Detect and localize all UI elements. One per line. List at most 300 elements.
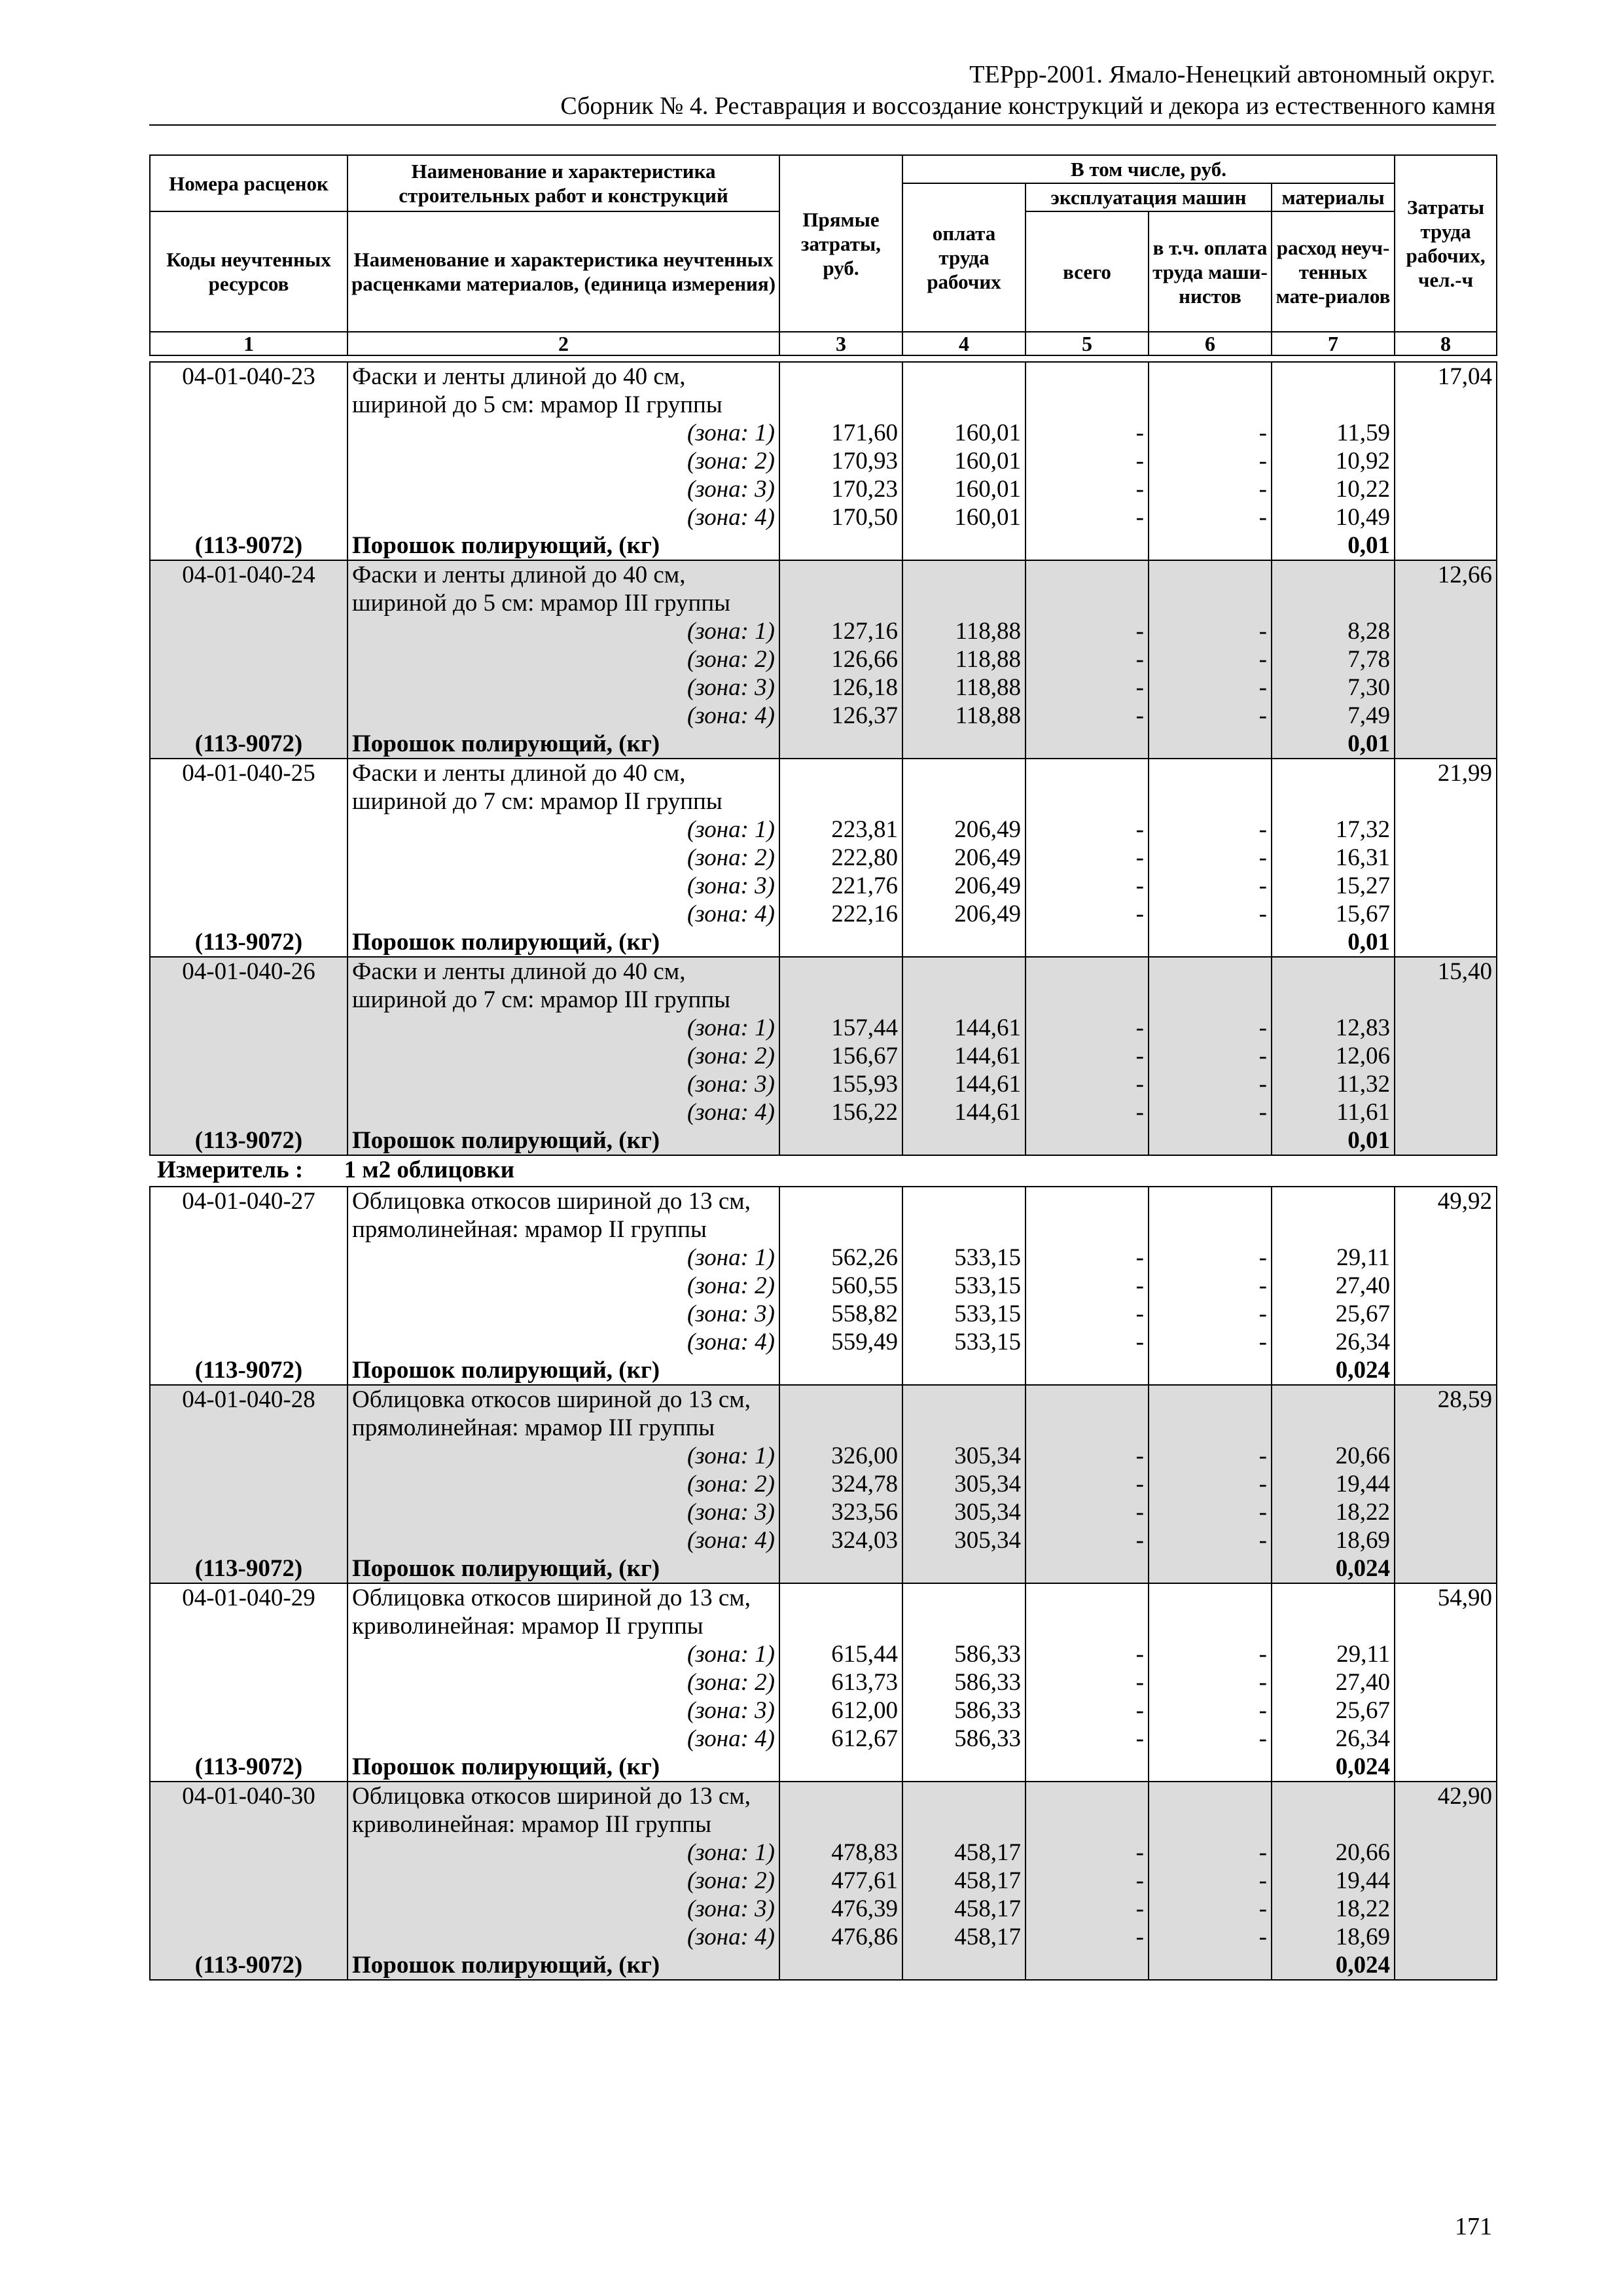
- empty-cell: [1149, 1385, 1272, 1414]
- rates-table-part-2: [149, 1186, 1497, 1981]
- empty-cell: [1395, 503, 1497, 531]
- rate-code: 04-01-040-26: [150, 957, 348, 986]
- empty-cell: [1395, 475, 1497, 503]
- empty-cell: [1149, 1583, 1272, 1612]
- zone-label: (зона: 1): [348, 419, 779, 447]
- worker-pay: 118,88: [902, 702, 1026, 730]
- direct-cost: 613,73: [779, 1668, 902, 1696]
- header-in-total: В том числе, руб.: [902, 155, 1395, 183]
- zone-row: [150, 816, 1497, 844]
- zone-row: [150, 1470, 1497, 1498]
- zone-label: (зона: 4): [348, 503, 779, 531]
- machines-total: -: [1026, 900, 1149, 928]
- empty-cell: [779, 1612, 902, 1640]
- labor-hours: 42,90: [1395, 1782, 1497, 1810]
- empty-cell: [1026, 1810, 1149, 1839]
- col-number: 1: [150, 332, 348, 355]
- direct-cost: 615,44: [779, 1640, 902, 1668]
- machines-total: -: [1026, 1442, 1149, 1470]
- operator-pay: -: [1149, 1328, 1272, 1356]
- empty-cell: [1026, 1951, 1149, 1980]
- direct-cost: 171,60: [779, 419, 902, 447]
- machines-total: -: [1026, 673, 1149, 702]
- materials-cost: 12,83: [1272, 1014, 1395, 1042]
- zone-row: [150, 1300, 1497, 1328]
- labor-hours: 49,92: [1395, 1187, 1497, 1215]
- empty-cell: [1026, 362, 1149, 391]
- resource-quantity: 0,01: [1272, 531, 1395, 560]
- machines-total: -: [1026, 1498, 1149, 1526]
- empty-cell: [1395, 1070, 1497, 1098]
- zone-label: (зона: 2): [348, 447, 779, 475]
- direct-cost: 223,81: [779, 816, 902, 844]
- machines-total: -: [1026, 447, 1149, 475]
- empty-cell: [150, 1042, 348, 1070]
- running-header-title: ТЕРрр-2001. Ямало-Ненецкий автономный округ.: [969, 61, 1495, 88]
- empty-cell: [1395, 872, 1497, 900]
- machines-total: -: [1026, 1272, 1149, 1300]
- rate-code: 04-01-040-30: [150, 1782, 348, 1810]
- zone-label: (зона: 3): [348, 475, 779, 503]
- direct-cost: 324,03: [779, 1526, 902, 1554]
- work-name: Облицовка откосов шириной до 13 см,: [348, 1583, 779, 1612]
- materials-cost: 7,49: [1272, 702, 1395, 730]
- resource-code: (113-9072): [150, 1951, 348, 1980]
- empty-cell: [1149, 1612, 1272, 1640]
- zone-row: [150, 1442, 1497, 1470]
- materials-cost: 11,61: [1272, 1098, 1395, 1126]
- empty-cell: [1272, 1583, 1395, 1612]
- empty-cell: [1026, 1385, 1149, 1414]
- direct-cost: 157,44: [779, 1014, 902, 1042]
- worker-pay: 533,15: [902, 1244, 1026, 1272]
- empty-cell: [1395, 1696, 1497, 1725]
- header-material-consumption: расход неуч-тенных мате-риалов: [1272, 211, 1395, 332]
- empty-cell: [150, 1470, 348, 1498]
- zone-row: [150, 1725, 1497, 1753]
- empty-cell: [902, 1810, 1026, 1839]
- empty-cell: [150, 447, 348, 475]
- table-header: [149, 154, 1497, 356]
- worker-pay: 118,88: [902, 645, 1026, 673]
- materials-cost: 27,40: [1272, 1272, 1395, 1300]
- resource-quantity: 0,024: [1272, 1753, 1395, 1782]
- empty-cell: [779, 986, 902, 1014]
- direct-cost: 156,22: [779, 1098, 902, 1126]
- operator-pay: -: [1149, 1839, 1272, 1867]
- resource-quantity: 0,024: [1272, 1951, 1395, 1980]
- empty-cell: [1272, 1215, 1395, 1244]
- empty-cell: [902, 1782, 1026, 1810]
- empty-cell: [150, 1442, 348, 1470]
- operator-pay: -: [1149, 1442, 1272, 1470]
- empty-cell: [1149, 730, 1272, 759]
- direct-cost: 155,93: [779, 1070, 902, 1098]
- empty-cell: [779, 560, 902, 589]
- operator-pay: -: [1149, 1526, 1272, 1554]
- machines-total: -: [1026, 1070, 1149, 1098]
- empty-cell: [779, 928, 902, 957]
- zone-label: (зона: 4): [348, 900, 779, 928]
- work-name: Облицовка откосов шириной до 13 см,: [348, 1385, 779, 1414]
- zone-row: [150, 1244, 1497, 1272]
- machines-total: -: [1026, 1923, 1149, 1951]
- direct-cost: 156,67: [779, 1042, 902, 1070]
- materials-cost: 20,66: [1272, 1839, 1395, 1867]
- operator-pay: -: [1149, 475, 1272, 503]
- empty-cell: [150, 1696, 348, 1725]
- empty-cell: [779, 957, 902, 986]
- empty-cell: [1395, 1923, 1497, 1951]
- empty-cell: [150, 1272, 348, 1300]
- empty-cell: [1149, 1215, 1272, 1244]
- empty-cell: [150, 673, 348, 702]
- empty-cell: [1149, 759, 1272, 787]
- empty-cell: [1395, 1442, 1497, 1470]
- empty-cell: [902, 957, 1026, 986]
- rate-row: [150, 1187, 1497, 1215]
- empty-cell: [150, 1839, 348, 1867]
- rates-table-part-1: [149, 361, 1497, 1156]
- zone-row: [150, 447, 1497, 475]
- empty-cell: [1149, 1126, 1272, 1155]
- rate-row: [150, 1782, 1497, 1810]
- empty-cell: [1395, 816, 1497, 844]
- work-name-continued: криволинейная: мрамор III группы: [348, 1810, 779, 1839]
- worker-pay: 118,88: [902, 673, 1026, 702]
- zone-row: [150, 419, 1497, 447]
- zone-label: (зона: 4): [348, 1923, 779, 1951]
- empty-cell: [1149, 1782, 1272, 1810]
- machines-total: -: [1026, 872, 1149, 900]
- direct-cost: 221,76: [779, 872, 902, 900]
- worker-pay: 533,15: [902, 1328, 1026, 1356]
- materials-cost: 29,11: [1272, 1640, 1395, 1668]
- empty-cell: [1272, 759, 1395, 787]
- work-name: Облицовка откосов шириной до 13 см,: [348, 1187, 779, 1215]
- empty-cell: [1026, 391, 1149, 419]
- machines-total: -: [1026, 702, 1149, 730]
- rate-row-continued: [150, 1810, 1497, 1839]
- empty-cell: [1395, 1867, 1497, 1895]
- zone-row: [150, 1696, 1497, 1725]
- materials-cost: 16,31: [1272, 844, 1395, 872]
- operator-pay: -: [1149, 1014, 1272, 1042]
- worker-pay: 458,17: [902, 1923, 1026, 1951]
- zone-row: [150, 503, 1497, 531]
- zone-row: [150, 1328, 1497, 1356]
- materials-cost: 19,44: [1272, 1867, 1395, 1895]
- empty-cell: [150, 1014, 348, 1042]
- labor-hours: 21,99: [1395, 759, 1497, 787]
- zone-row: [150, 900, 1497, 928]
- page-number: 171: [1455, 2213, 1492, 2240]
- empty-cell: [1395, 1356, 1497, 1385]
- empty-cell: [150, 844, 348, 872]
- empty-cell: [1395, 1839, 1497, 1867]
- operator-pay: -: [1149, 645, 1272, 673]
- empty-cell: [1272, 1187, 1395, 1215]
- worker-pay: 206,49: [902, 816, 1026, 844]
- worker-pay: 206,49: [902, 872, 1026, 900]
- operator-pay: -: [1149, 1895, 1272, 1923]
- machines-total: -: [1026, 645, 1149, 673]
- operator-pay: -: [1149, 1696, 1272, 1725]
- materials-cost: 10,22: [1272, 475, 1395, 503]
- worker-pay: 305,34: [902, 1498, 1026, 1526]
- empty-cell: [779, 1951, 902, 1980]
- zone-label: (зона: 4): [348, 1725, 779, 1753]
- empty-cell: [902, 1215, 1026, 1244]
- zone-label: (зона: 3): [348, 1498, 779, 1526]
- work-name-continued: прямолинейная: мрамор II группы: [348, 1215, 779, 1244]
- work-name-continued: криволинейная: мрамор II группы: [348, 1612, 779, 1640]
- worker-pay: 118,88: [902, 617, 1026, 645]
- zone-label: (зона: 1): [348, 1244, 779, 1272]
- zone-label: (зона: 4): [348, 1328, 779, 1356]
- machines-total: -: [1026, 816, 1149, 844]
- empty-cell: [1395, 1098, 1497, 1126]
- empty-cell: [1026, 560, 1149, 589]
- operator-pay: -: [1149, 1042, 1272, 1070]
- empty-cell: [150, 1498, 348, 1526]
- empty-cell: [150, 900, 348, 928]
- machines-total: -: [1026, 1668, 1149, 1696]
- work-name: Облицовка откосов шириной до 13 см,: [348, 1782, 779, 1810]
- machines-total: -: [1026, 419, 1149, 447]
- empty-cell: [1395, 1470, 1497, 1498]
- machines-total: -: [1026, 1244, 1149, 1272]
- materials-cost: 8,28: [1272, 617, 1395, 645]
- empty-cell: [150, 475, 348, 503]
- zone-row: [150, 872, 1497, 900]
- empty-cell: [1026, 1356, 1149, 1385]
- machines-total: -: [1026, 1526, 1149, 1554]
- direct-cost: 477,61: [779, 1867, 902, 1895]
- empty-cell: [1149, 362, 1272, 391]
- zone-row: [150, 1014, 1497, 1042]
- zone-row: [150, 1042, 1497, 1070]
- worker-pay: 160,01: [902, 447, 1026, 475]
- worker-pay: 586,33: [902, 1668, 1026, 1696]
- empty-cell: [1395, 1668, 1497, 1696]
- machines-total: -: [1026, 1895, 1149, 1923]
- empty-cell: [1395, 1498, 1497, 1526]
- empty-cell: [150, 589, 348, 617]
- labor-hours: 15,40: [1395, 957, 1497, 986]
- empty-cell: [779, 1126, 902, 1155]
- resource-code: (113-9072): [150, 1554, 348, 1583]
- zone-row: [150, 1098, 1497, 1126]
- empty-cell: [1395, 1526, 1497, 1554]
- empty-cell: [150, 1640, 348, 1668]
- empty-cell: [150, 1070, 348, 1098]
- materials-cost: 18,22: [1272, 1895, 1395, 1923]
- empty-cell: [1395, 702, 1497, 730]
- worker-pay: 206,49: [902, 844, 1026, 872]
- empty-cell: [150, 787, 348, 816]
- empty-cell: [1395, 844, 1497, 872]
- empty-cell: [1395, 986, 1497, 1014]
- empty-cell: [1149, 787, 1272, 816]
- materials-cost: 11,32: [1272, 1070, 1395, 1098]
- work-name: Фаски и ленты длиной до 40 см,: [348, 759, 779, 787]
- direct-cost: 127,16: [779, 617, 902, 645]
- empty-cell: [902, 1414, 1026, 1442]
- header-machine-operation: эксплуатация машин: [1026, 183, 1272, 211]
- direct-cost: 126,37: [779, 702, 902, 730]
- rate-row: [150, 560, 1497, 589]
- empty-cell: [1395, 1244, 1497, 1272]
- empty-cell: [1149, 589, 1272, 617]
- empty-cell: [150, 391, 348, 419]
- empty-cell: [1395, 1951, 1497, 1980]
- col-number: 6: [1149, 332, 1272, 355]
- empty-cell: [1026, 589, 1149, 617]
- empty-cell: [1395, 645, 1497, 673]
- empty-cell: [1026, 928, 1149, 957]
- zone-row: [150, 1526, 1497, 1554]
- empty-cell: [1395, 730, 1497, 759]
- empty-cell: [1026, 759, 1149, 787]
- materials-cost: 18,69: [1272, 1526, 1395, 1554]
- materials-cost: 29,11: [1272, 1244, 1395, 1272]
- operator-pay: -: [1149, 1300, 1272, 1328]
- empty-cell: [1026, 957, 1149, 986]
- rate-row: [150, 1583, 1497, 1612]
- empty-cell: [1395, 1612, 1497, 1640]
- operator-pay: -: [1149, 900, 1272, 928]
- resource-code: (113-9072): [150, 1126, 348, 1155]
- direct-cost: 612,00: [779, 1696, 902, 1725]
- col-number: 5: [1026, 332, 1149, 355]
- resource-code: (113-9072): [150, 730, 348, 759]
- labor-hours: 54,90: [1395, 1583, 1497, 1612]
- operator-pay: -: [1149, 872, 1272, 900]
- machines-total: -: [1026, 1042, 1149, 1070]
- measure-line: [157, 1156, 514, 1184]
- materials-cost: 26,34: [1272, 1328, 1395, 1356]
- empty-cell: [1272, 986, 1395, 1014]
- header-operator-pay: в т.ч. оплата труда маши-нистов: [1149, 211, 1272, 332]
- direct-cost: 559,49: [779, 1328, 902, 1356]
- direct-cost: 170,50: [779, 503, 902, 531]
- operator-pay: -: [1149, 447, 1272, 475]
- resource-name: Порошок полирующий, (кг): [348, 1126, 779, 1155]
- work-name-continued: шириной до 5 см: мрамор III группы: [348, 589, 779, 617]
- empty-cell: [150, 1098, 348, 1126]
- zone-label: (зона: 2): [348, 1668, 779, 1696]
- empty-cell: [779, 1583, 902, 1612]
- zone-label: (зона: 3): [348, 872, 779, 900]
- machines-total: -: [1026, 1867, 1149, 1895]
- direct-cost: 558,82: [779, 1300, 902, 1328]
- machines-total: -: [1026, 1725, 1149, 1753]
- worker-pay: 160,01: [902, 419, 1026, 447]
- empty-cell: [902, 1951, 1026, 1980]
- col-number: 7: [1272, 332, 1395, 355]
- empty-cell: [1272, 787, 1395, 816]
- labor-hours: 28,59: [1395, 1385, 1497, 1414]
- worker-pay: 305,34: [902, 1470, 1026, 1498]
- zone-row: [150, 1272, 1497, 1300]
- running-header-subtitle: Сборник № 4. Реставрация и воссоздание конструкций и декора из естественного камня: [560, 92, 1495, 120]
- empty-cell: [1272, 391, 1395, 419]
- worker-pay: 533,15: [902, 1300, 1026, 1328]
- empty-cell: [1272, 957, 1395, 986]
- header-resource-codes: Коды неучтенных ресурсов: [150, 211, 348, 332]
- zone-row: [150, 702, 1497, 730]
- work-name-continued: прямолинейная: мрамор III группы: [348, 1414, 779, 1442]
- empty-cell: [1395, 617, 1497, 645]
- resource-row: [150, 1356, 1497, 1385]
- machines-total: -: [1026, 1696, 1149, 1725]
- rate-code: 04-01-040-29: [150, 1583, 348, 1612]
- operator-pay: -: [1149, 1668, 1272, 1696]
- empty-cell: [1395, 531, 1497, 560]
- empty-cell: [1026, 1187, 1149, 1215]
- empty-cell: [1395, 419, 1497, 447]
- empty-cell: [1395, 1215, 1497, 1244]
- empty-cell: [902, 1356, 1026, 1385]
- empty-cell: [1026, 531, 1149, 560]
- worker-pay: 586,33: [902, 1640, 1026, 1668]
- empty-cell: [150, 816, 348, 844]
- zone-label: (зона: 2): [348, 844, 779, 872]
- empty-cell: [1395, 787, 1497, 816]
- empty-cell: [1272, 1782, 1395, 1810]
- empty-cell: [1395, 1272, 1497, 1300]
- machines-total: -: [1026, 475, 1149, 503]
- resource-row: [150, 730, 1497, 759]
- worker-pay: 144,61: [902, 1098, 1026, 1126]
- direct-cost: 222,16: [779, 900, 902, 928]
- operator-pay: -: [1149, 1070, 1272, 1098]
- zone-label: (зона: 3): [348, 1070, 779, 1098]
- empty-cell: [779, 787, 902, 816]
- empty-cell: [902, 1612, 1026, 1640]
- worker-pay: 144,61: [902, 1042, 1026, 1070]
- empty-cell: [1149, 560, 1272, 589]
- worker-pay: 144,61: [902, 1070, 1026, 1098]
- zone-row: [150, 1498, 1497, 1526]
- resource-name: Порошок полирующий, (кг): [348, 1554, 779, 1583]
- zone-row: [150, 617, 1497, 645]
- empty-cell: [779, 1356, 902, 1385]
- header-worker-pay: оплата труда рабочих: [902, 183, 1026, 332]
- work-name: Фаски и ленты длиной до 40 см,: [348, 957, 779, 986]
- zone-label: (зона: 1): [348, 1640, 779, 1668]
- materials-cost: 20,66: [1272, 1442, 1395, 1470]
- rate-row: [150, 957, 1497, 986]
- operator-pay: -: [1149, 673, 1272, 702]
- empty-cell: [1026, 1215, 1149, 1244]
- direct-cost: 126,66: [779, 645, 902, 673]
- operator-pay: -: [1149, 503, 1272, 531]
- col-number: 8: [1395, 332, 1497, 355]
- materials-cost: 25,67: [1272, 1300, 1395, 1328]
- empty-cell: [1149, 1356, 1272, 1385]
- resource-code: (113-9072): [150, 1753, 348, 1782]
- empty-cell: [1395, 1328, 1497, 1356]
- empty-cell: [1026, 1612, 1149, 1640]
- empty-cell: [902, 759, 1026, 787]
- empty-cell: [902, 560, 1026, 589]
- operator-pay: -: [1149, 1498, 1272, 1526]
- resource-quantity: 0,01: [1272, 1126, 1395, 1155]
- empty-cell: [1395, 1300, 1497, 1328]
- empty-cell: [1272, 1612, 1395, 1640]
